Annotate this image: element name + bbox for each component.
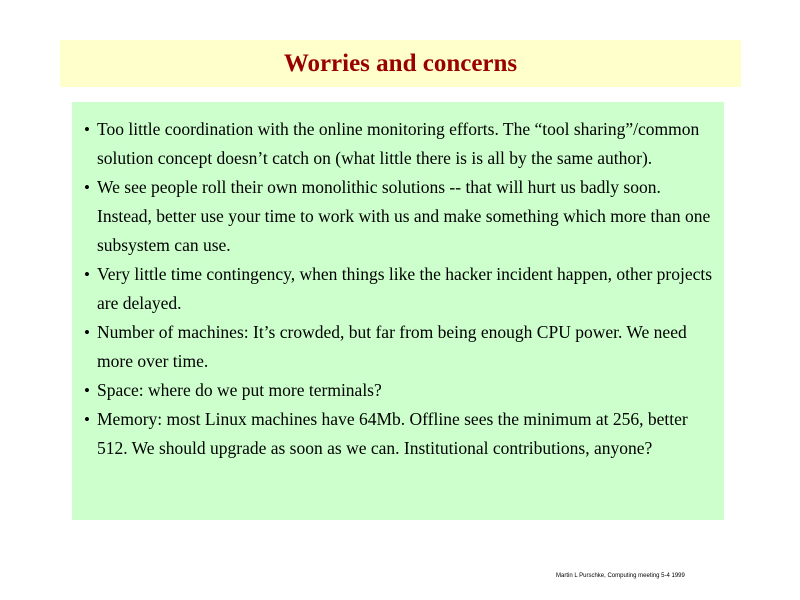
bullet-marker: • — [84, 120, 90, 139]
bullet-item — [72, 260, 724, 318]
bullet-marker: • — [84, 410, 90, 429]
bullet-text: Very little time contingency, when things like the hacker incident happen, other projects are delayed. — [97, 264, 713, 313]
bullet-item — [72, 405, 724, 463]
bullet-text: Too little coordination with the online monitoring efforts. The “tool sharing”/common solution concept doesn’t catch on (what little there is is all by the same author). — [97, 119, 700, 168]
bullet-text: We see people roll their own monolithic solutions -- that will hurt us badly soon. Instead, better use your time to work with us and make something which more than one subsystem can use. — [97, 177, 711, 255]
bullet-text: Memory: most Linux machines have 64Mb. Offline sees the minimum at 256, better 512. We should upgrade as soon as we can. Institutional contributions, anyone? — [97, 409, 688, 458]
content-box — [72, 102, 724, 520]
bullet-marker: • — [84, 323, 90, 342]
slide-title: Worries and concerns — [283, 50, 518, 77]
bullet-text: Number of machines: It’s crowded, but far from being enough CPU power. We need more over time. — [97, 322, 687, 371]
bullet-list — [72, 115, 724, 463]
title-band — [60, 40, 741, 87]
bullet-marker: • — [84, 265, 90, 284]
bullet-text: Space: where do we put more terminals? — [97, 380, 382, 400]
bullet-marker: • — [84, 381, 90, 400]
footer-credit: Martin L Purschke, Computing meeting 5-4 1999 — [556, 573, 685, 579]
bullet-item — [72, 173, 724, 260]
bullet-item — [72, 318, 724, 376]
bullet-item — [72, 115, 724, 173]
bullet-item — [72, 376, 724, 405]
bullet-marker: • — [84, 178, 90, 197]
